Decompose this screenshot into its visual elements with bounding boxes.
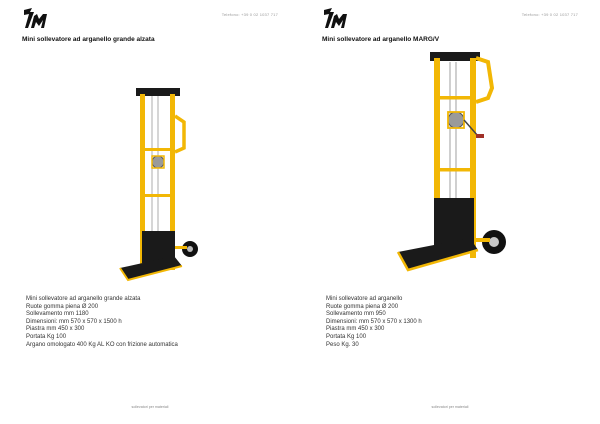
hand-truck-lifter-icon — [390, 48, 510, 284]
spec-line: Dimensioni: mm 570 x 570 x 1500 h — [26, 318, 122, 325]
page-footer: sollevatori per materiali — [431, 405, 469, 409]
spec-line: Portata Kg 100 — [326, 333, 367, 340]
spec-line: Ruote gomma piena Ø 200 — [326, 303, 399, 310]
spec-line: Ruote gomma piena Ø 200 — [26, 303, 99, 310]
spec-line: Peso Kg. 30 — [326, 341, 359, 348]
product-title: Mini sollevatore ad arganello grande alzata — [22, 36, 155, 43]
hand-truck-lifter-icon — [112, 86, 202, 286]
product-title: Mini sollevatore ad arganello MARG/V — [322, 36, 440, 43]
spec-line: Portata Kg 100 — [26, 333, 67, 340]
tm-logo-icon — [22, 4, 50, 32]
spec-line: Piastra mm 450 x 300 — [326, 326, 385, 333]
spec-line: Mini sollevatore ad arganello — [326, 296, 403, 302]
spec-line: Sollevamento mm 950 — [326, 311, 386, 318]
phone-number: Telefono: +39 0 02 1037 717 — [221, 12, 278, 17]
spec-line: Sollevamento mm 1180 — [26, 311, 89, 318]
tm-logo-icon — [322, 4, 350, 32]
phone-number: Telefono: +39 0 02 1037 717 — [521, 12, 578, 17]
catalog-page-right — [300, 0, 600, 424]
spec-list — [326, 296, 422, 349]
spec-line: Mini sollevatore ad arganello grande alzata — [26, 296, 141, 302]
spec-list — [26, 296, 178, 349]
spec-line: Dimensioni: mm 570 x 570 x 1300 h — [326, 318, 422, 325]
page-footer: sollevatori per materiali — [131, 405, 169, 409]
spec-line: Piastra mm 450 x 300 — [26, 326, 85, 333]
spec-line: Argano omologato 400 Kg AL KO con frizione automatica — [26, 341, 178, 348]
